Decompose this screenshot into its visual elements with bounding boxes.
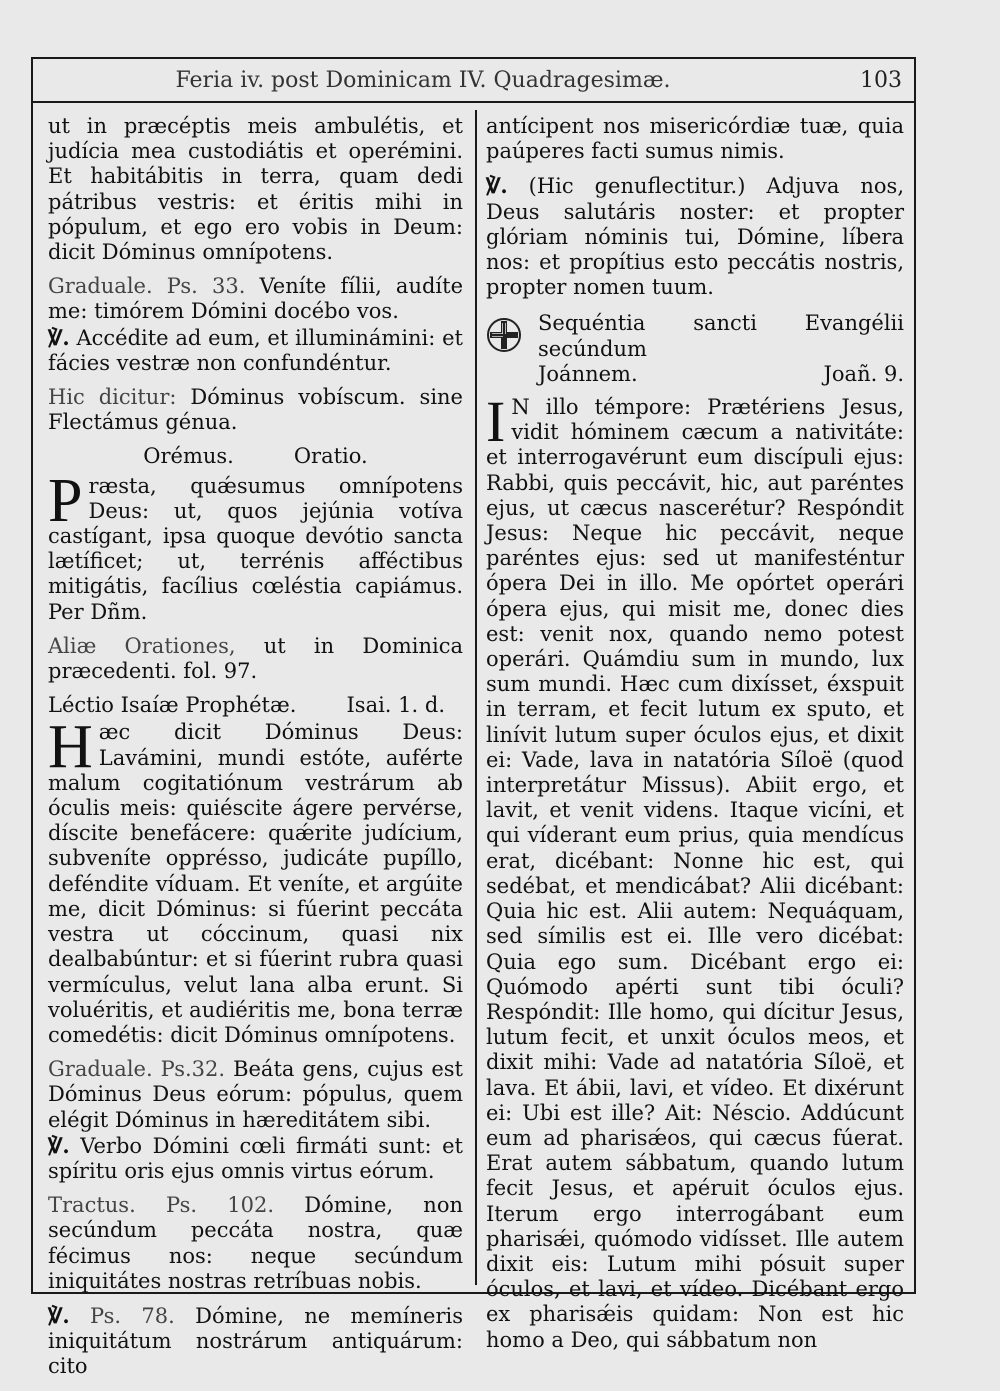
rubric-hic-dicitur (48, 385, 463, 435)
collect-text: ræsta, quǽsumus omnípotens Deus: ut, quos jejúnia votíva castígant, ipsa quoque devótio sancta lætíficet; ut, terrénis afféctibus mitigátis, facílius cœléstia capiámus. Per Dñm. (48, 473, 463, 624)
tractus-label: Tractus. Ps. 102. (48, 1193, 275, 1218)
graduale-label: Graduale. Ps. 33. (48, 274, 246, 299)
versicle-icon: ℣. (48, 324, 70, 350)
graduale2-text: Beáta gens, cujus est Dóminus Deus eórum: pópulus, quem elégit Dóminus in hæreditátem sibi. (48, 1057, 463, 1132)
rubric-text: Dóminus vobíscum. sine Flectámus génua. (48, 385, 463, 435)
left-column (48, 114, 463, 1380)
graduale-verse-text: Accédite ad eum, et illuminámini: et fácies vestræ non confundéntur. (48, 325, 463, 375)
drop-cap-h: H (48, 713, 93, 782)
gospel-body (486, 389, 904, 1353)
versicle-icon: ℣. (48, 1132, 70, 1158)
drop-cap-p: P (48, 466, 83, 535)
genuflection-text: Adjuva nos, Deus salutáris noster: et propter glóriam nóminis tui, Dómine, líbera nos: et propítius esto peccátis nostris, propter nomen tuum. (486, 174, 905, 300)
aliae-orationes (48, 634, 463, 684)
graduale2-verse-text: Verbo Dómini cœli firmáti sunt: et spíritu oris ejus omnis virtus eórum. (48, 1133, 463, 1183)
lectio-title: Léctio Isaíæ Prophétæ. (48, 693, 297, 718)
graduale-text: Veníte fílii, audíte me: timórem Dómini docébo vos. (48, 274, 463, 324)
lectio-text: æc dicit Dóminus Deus: Lavámini, mundi estóte, auférte malum cogitatiónum vestrárum ab óculis meis: quiéscite ágere pervérse, díscite benefácere: quǽrite judícium, subveníte opprésso, judicáte pupíllo, deféndite víduam. Et veníte, et argúite me, dicit Dóminus: si fúerint peccáta vestra ut cóccinum, quasi nix dealbabúntur: et si fúerint rubra quasi vermículus, velut lana alba erunt. Si voluéritis, et audiéritis me, bona terræ comedétis: dicit Dóminus omnípotens. (48, 720, 463, 1047)
graduale-ps33 (48, 274, 463, 324)
graduale2-label: Graduale. Ps.32. (48, 1057, 226, 1082)
versicle-icon: ℣. (486, 173, 508, 199)
genuflection-verse (486, 173, 904, 300)
tractus-verse (48, 1303, 463, 1380)
page-number: 103 (860, 68, 902, 93)
lectio-reference: Isai. 1. d. (346, 693, 445, 718)
versicle-icon: ℣. (48, 1302, 70, 1328)
tractus-verse-label: Ps. 78. (69, 1303, 175, 1328)
gospel-reference: Joañ. 9. (823, 361, 904, 386)
tractus-ps102 (48, 1193, 463, 1294)
gospel-title-line1: Sequéntia sancti Evangélii secúndum (538, 311, 904, 361)
oratio-heading (48, 444, 463, 469)
lectio-body (48, 713, 463, 1048)
tractus-verse-text: Dómine, ne memíneris iniquitátum nostrárum antiquárum: cito (48, 1303, 464, 1379)
tractus-text: Dómine, non secúndum peccáta nostra, quæ fécimus nos: neque secúndum iniquitátes nostras retríbuas nobis. (48, 1193, 463, 1293)
genuflection-note: (Hic genuflectitur.) (507, 174, 746, 199)
graduale2-verse (48, 1133, 463, 1184)
right-column (486, 114, 904, 1353)
drop-cap-i: I (486, 389, 506, 455)
running-title: Feria iv. post Dominicam IV. Quadragesimæ. (175, 68, 671, 93)
gospel-heading (486, 311, 904, 387)
tractus-continuation: antícipent nos misericórdiæ tuæ, quia paúperes facti sumus nimis. (486, 114, 904, 164)
aliae-label: Aliæ Orationes, (48, 633, 236, 658)
column-divider (475, 110, 477, 1285)
lectio-heading (48, 693, 463, 718)
gospel-title-line2: Joánnem. (538, 361, 638, 386)
rubric-label: Hic dicitur: (48, 385, 177, 410)
graduale-verse (48, 325, 463, 376)
running-header (33, 63, 914, 103)
graduale-ps32 (48, 1057, 463, 1133)
oratio-label: Oratio. (293, 444, 368, 469)
epistle-continuation: ut in præcéptis meis ambulétis, et judícia mea custodiátis et operémini. Et habitábitis in terra, quam dedi pátribus vestris: et éritis mihi in pópulum, et ego ero vobis in Deum: dicit Dóminus omnípotens. (48, 114, 463, 265)
cross-icon (486, 317, 522, 353)
collect-prayer (48, 466, 463, 625)
gospel-text: N illo témpore: Prætériens Jesus, vidit hóminem cæcum a nativitáte: et interrogavérunt eum discípuli ejus: Rabbi, quis peccávit, hic, aut paréntes ejus, ut cæcus nascerétur? Respóndit Jesus: Neque hic peccávit, neque paréntes ejus: sed ut manifesténtur ópera Dei in illo. Me opórtet operári ópera ejus, qui misit me, donec dies est: venit nox, quando nemo potest operári. Quámdiu sum in mundo, lux sum mundi. Hæc cum dixísset, éxspuit in terram, et fecit lutum ex sputo, et linívit lutum super óculos ejus, et dixit ei: Vade, lava in natatória Síloë (quod interpretátur Missus). Abiit ergo, et lavit, et venit videns. Itaque vicíni, et qui víderant eum prius, quia mendícus erat, dicébant: Nonne hic est, qui sedébat, et mendicábat? Alii dicébant: Quia hic est. Alii autem: Nequáquam, sed símilis est ei. Ille vero dicébat: Quia ego sum. Dicébant ergo ei: Quómodo apérti sunt tibi óculi? Respóndit: Ille homo, qui dícitur Jesus, lutum fecit, et unxit óculos meos, et dixit mihi: Vade ad natatória Síloë, et lava. Et ábii, lavi, et vídeo. Et dixérunt ei: Ubi est ille? Ait: Néscio. Addúcunt eum ad pharisǽos, qui cæcus fúerat. Erat autem sábbatum, quando lutum fecit Jesus, et apéruit óculos ejus. Iterum ergo interrogábant eum pharisǽi, quómodo vidísset. Ille autem dixit eis: Lutum mihi pósuit super óculos, et lavi, et vídeo. Dicébant ergo ex pharisǽis quidam: Non est hic homo a Deo, qui sábbatum non (486, 395, 904, 1352)
oremus-label: Orémus. (143, 444, 234, 469)
aliae-text: ut in Dominica præcedenti. fol. 97. (48, 633, 463, 684)
